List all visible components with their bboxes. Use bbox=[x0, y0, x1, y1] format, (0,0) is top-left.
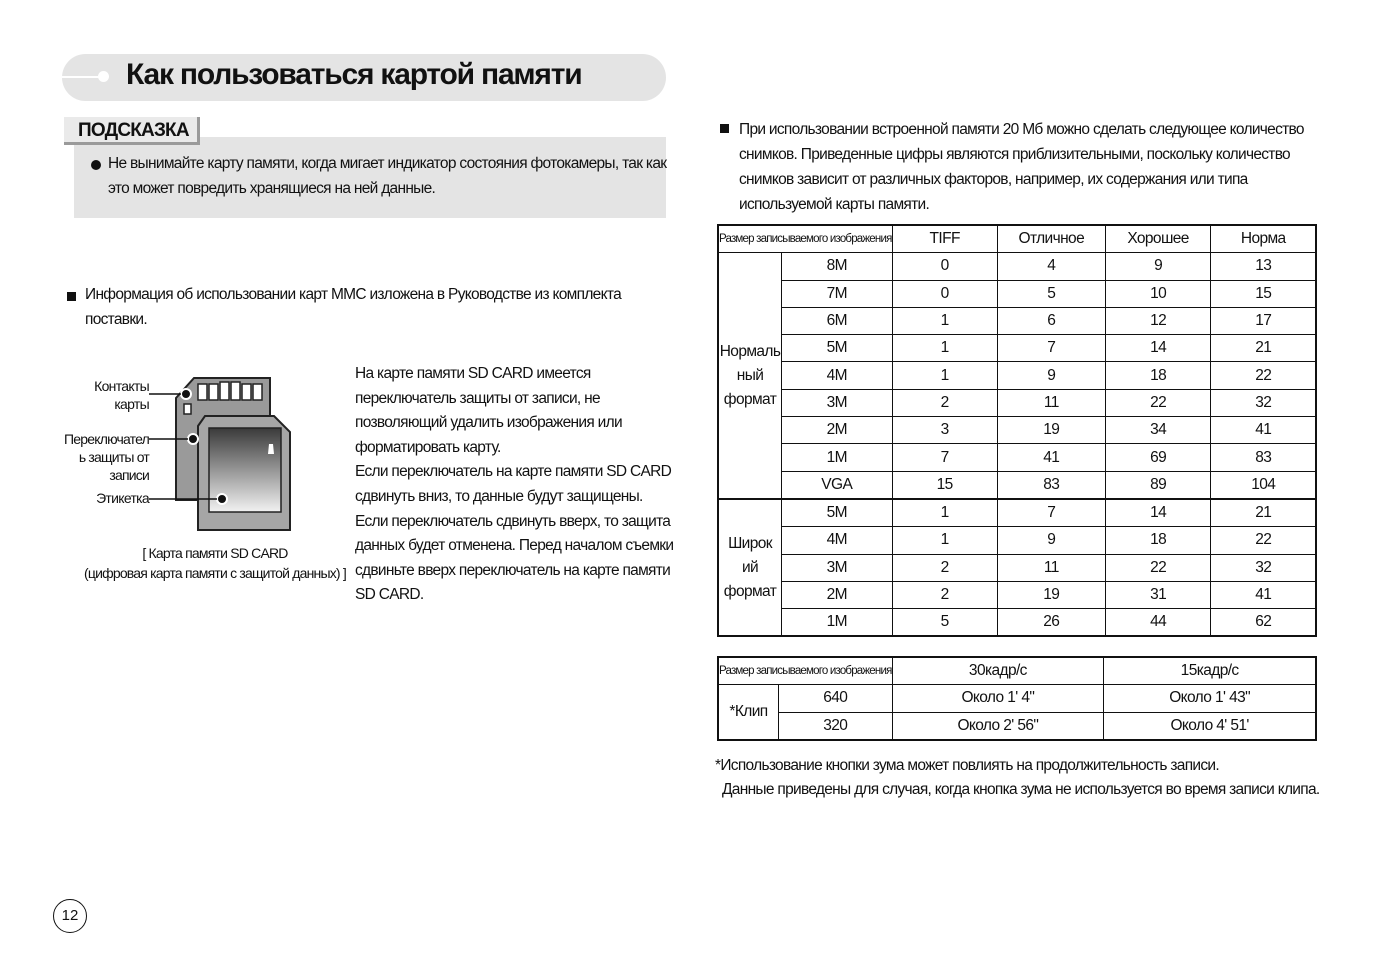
table-row bbox=[718, 335, 1316, 362]
table-cell: 3M bbox=[782, 389, 892, 416]
table-cell: 1M bbox=[782, 444, 892, 471]
table-cell: 2 bbox=[892, 389, 997, 416]
figure-caption: (цифровая карта памяти с защитой данных) ] bbox=[84, 565, 346, 581]
table-cell: 22 bbox=[1105, 554, 1211, 581]
table-row bbox=[718, 307, 1316, 334]
table-cell: 5 bbox=[997, 280, 1105, 307]
memory-note bbox=[739, 117, 1304, 217]
row-group-label-line: ный bbox=[736, 366, 764, 384]
table-cell: VGA bbox=[782, 471, 892, 499]
sd-card-description bbox=[355, 362, 673, 608]
table-row bbox=[718, 685, 1316, 712]
table-row bbox=[718, 712, 1316, 740]
table-row bbox=[718, 609, 1316, 637]
table-header-cell: Размер записываемого изображения bbox=[718, 657, 892, 685]
sd-text-line: сдвинуть вниз, то данные будут защищены. bbox=[355, 487, 643, 505]
footnote-line: *Использование кнопки зума может повлиять на продолжительность записи. bbox=[715, 757, 1219, 774]
memory-note-line: используемой карты памяти. bbox=[739, 196, 930, 213]
contacts-label: Контакты bbox=[94, 378, 149, 394]
memory-note-line: снимков. Приведенные цифры являются приблизительными, поскольку количество bbox=[739, 146, 1290, 163]
table-cell: 5M bbox=[782, 499, 892, 527]
table-cell: 2 bbox=[892, 581, 997, 608]
table-cell: 19 bbox=[997, 581, 1105, 608]
table-cell: 15 bbox=[892, 471, 997, 499]
table-cell: 7 bbox=[997, 335, 1105, 362]
table-cell: 44 bbox=[1105, 609, 1211, 637]
table-cell: Около 2' 56" bbox=[892, 712, 1104, 740]
table-cell: 41 bbox=[1211, 581, 1316, 608]
tip-box bbox=[74, 137, 666, 218]
sd-text-line: На карте памяти SD CARD имеется bbox=[355, 365, 591, 382]
table-cell: 14 bbox=[1105, 335, 1211, 362]
table-cell: 83 bbox=[1211, 444, 1316, 471]
sd-text-line: данных будет отменена. Перед началом съемки bbox=[355, 537, 674, 555]
table-cell: 69 bbox=[1105, 444, 1211, 471]
table-cell: 11 bbox=[997, 389, 1105, 416]
sd-text-line: сдвиньте вверх переключатель на карте памяти bbox=[355, 561, 671, 579]
table-cell: 3 bbox=[892, 417, 997, 444]
table-cell: 0 bbox=[892, 253, 997, 280]
sd-text-line: Если переключатель на карте памяти SD CARD bbox=[355, 463, 672, 481]
table-cell: 22 bbox=[1105, 389, 1211, 416]
table-cell: 17 bbox=[1211, 307, 1316, 334]
table-cell: 10 bbox=[1105, 280, 1211, 307]
contacts-label: карты bbox=[114, 396, 149, 412]
row-group-label-line: формат bbox=[723, 582, 777, 600]
table-cell: 21 bbox=[1211, 499, 1316, 527]
table-cell: 34 bbox=[1105, 417, 1211, 444]
sd-text-line: позволяющий удалить изображения или bbox=[355, 414, 622, 432]
table-cell: 1 bbox=[892, 307, 997, 334]
table-cell: 26 bbox=[997, 609, 1105, 637]
table-cell: 1 bbox=[892, 499, 997, 527]
clip-length-table bbox=[717, 656, 1317, 741]
table-header-cell: TIFF bbox=[892, 225, 997, 253]
table-cell: 7 bbox=[892, 444, 997, 471]
table-cell: 2M bbox=[782, 417, 892, 444]
memory-note-line: При использовании встроенной памяти 20 Мб можно сделать следующее количество bbox=[739, 121, 1304, 138]
footnote-line: Данные приведены для случая, когда кнопка зума не используется во время записи клипа. bbox=[722, 781, 1320, 798]
table-cell: Около 1' 43" bbox=[1104, 685, 1316, 712]
table-row bbox=[718, 417, 1316, 444]
table-cell: 89 bbox=[1105, 471, 1211, 499]
row-group-label bbox=[718, 499, 782, 636]
table-cell: 0 bbox=[892, 280, 997, 307]
mmc-note-line: Информация об использовании карт MMC изложена в Руководстве из комплекта bbox=[85, 286, 621, 303]
table-row bbox=[718, 280, 1316, 307]
table-cell: 5 bbox=[892, 609, 997, 637]
table-header-row bbox=[718, 657, 1316, 685]
table-row bbox=[718, 389, 1316, 416]
table-cell: 32 bbox=[1211, 389, 1316, 416]
table-row bbox=[718, 444, 1316, 471]
row-group-label-line: ий bbox=[741, 558, 759, 576]
square-bullet-icon bbox=[67, 292, 76, 301]
page-title: Как пользоваться картой памяти bbox=[126, 58, 582, 91]
table-cell: 4 bbox=[997, 253, 1105, 280]
table-row bbox=[718, 253, 1316, 280]
table-cell: 21 bbox=[1211, 335, 1316, 362]
sd-text-line: переключатель защиты от записи, не bbox=[355, 389, 600, 407]
table-cell: 19 bbox=[997, 417, 1105, 444]
table-cell: 1M bbox=[782, 609, 892, 637]
table-cell: 320 bbox=[778, 712, 892, 740]
table-header-cell: 15кадр/с bbox=[1104, 657, 1316, 685]
page-number: 12 bbox=[53, 899, 87, 933]
table-row bbox=[718, 527, 1316, 554]
memory-note-line: снимков зависит от различных факторов, например, их содержания или типа bbox=[739, 171, 1248, 188]
table-cell: 1 bbox=[892, 362, 997, 389]
switch-label: Переключател bbox=[64, 431, 149, 447]
table-cell: 31 bbox=[1105, 581, 1211, 608]
table-cell: 6 bbox=[997, 307, 1105, 334]
table-cell: 9 bbox=[997, 527, 1105, 554]
table-cell: 640 bbox=[778, 685, 892, 712]
tip-label: ПОДСКАЗКА bbox=[64, 117, 200, 145]
table-row bbox=[718, 581, 1316, 608]
table-cell: 41 bbox=[1211, 417, 1316, 444]
row-group-label-line: Широк bbox=[728, 534, 772, 552]
table-cell: 8M bbox=[782, 253, 892, 280]
table-cell: 14 bbox=[1105, 499, 1211, 527]
table-cell: 11 bbox=[997, 554, 1105, 581]
table-cell: 5M bbox=[782, 335, 892, 362]
mmc-note-line: поставки. bbox=[85, 311, 147, 328]
table-cell: 6M bbox=[782, 307, 892, 334]
table-cell: 4M bbox=[782, 527, 892, 554]
sd-text-line: форматировать карту. bbox=[355, 438, 501, 456]
figure-caption: [ Карта памяти SD CARD bbox=[142, 545, 288, 561]
sd-text-line: Если переключатель сдвинуть вверх, то защита bbox=[355, 512, 671, 530]
title-bullet-icon bbox=[98, 71, 109, 82]
table-cell: 12 bbox=[1105, 307, 1211, 334]
table-cell: 18 bbox=[1105, 362, 1211, 389]
table-cell: 9 bbox=[997, 362, 1105, 389]
row-group-label-line: Нормаль bbox=[719, 342, 781, 360]
table-cell: 41 bbox=[997, 444, 1105, 471]
square-bullet-icon bbox=[720, 124, 729, 133]
table-cell: 9 bbox=[1105, 253, 1211, 280]
title-decoration bbox=[62, 76, 102, 78]
table-header-row bbox=[718, 225, 1316, 253]
table-header-cell: 30кадр/с bbox=[892, 657, 1104, 685]
table-cell: 62 bbox=[1211, 609, 1316, 637]
table-row bbox=[718, 362, 1316, 389]
table-cell: 13 bbox=[1211, 253, 1316, 280]
switch-label: записи bbox=[109, 467, 149, 483]
row-group-label-line: формат bbox=[723, 390, 777, 408]
photo-count-table bbox=[717, 224, 1317, 637]
table-header-cell: Норма bbox=[1211, 225, 1316, 253]
table-cell: 32 bbox=[1211, 554, 1316, 581]
row-group-label bbox=[718, 253, 782, 499]
row-group-label: *Клип bbox=[718, 685, 778, 740]
table-cell: 2 bbox=[892, 554, 997, 581]
table-header-cell: Отличное bbox=[997, 225, 1105, 253]
table-cell: 15 bbox=[1211, 280, 1316, 307]
table-cell: 4M bbox=[782, 362, 892, 389]
table-cell: 22 bbox=[1211, 362, 1316, 389]
table-cell: 7 bbox=[997, 499, 1105, 527]
table-row bbox=[718, 499, 1316, 527]
table-header-cell: Хорошее bbox=[1105, 225, 1211, 253]
tip-text-line: Не вынимайте карту памяти, когда мигает индикатор состояния фотокамеры, так как bbox=[108, 155, 667, 172]
table-header-cell: Размер записываемого изображения bbox=[718, 225, 892, 253]
bullet-icon bbox=[91, 160, 101, 170]
tip-text-line: это может повредить хранящиеся на ней данные. bbox=[108, 180, 436, 197]
table-cell: 3M bbox=[782, 554, 892, 581]
table-cell: 2M bbox=[782, 581, 892, 608]
table-cell: 104 bbox=[1211, 471, 1316, 499]
switch-label: ь защиты от bbox=[78, 449, 149, 465]
table-cell: 1 bbox=[892, 335, 997, 362]
table-cell: Около 4' 51' bbox=[1104, 712, 1316, 740]
sd-text-line: SD CARD. bbox=[355, 586, 424, 604]
table-cell: 18 bbox=[1105, 527, 1211, 554]
table-row bbox=[718, 471, 1316, 499]
table-cell: 83 bbox=[997, 471, 1105, 499]
table-cell: 22 bbox=[1211, 527, 1316, 554]
label-label: Этикетка bbox=[96, 490, 149, 506]
table-cell: 7M bbox=[782, 280, 892, 307]
table-cell: Около 1' 4" bbox=[892, 685, 1104, 712]
table-row bbox=[718, 554, 1316, 581]
table-cell: 1 bbox=[892, 527, 997, 554]
